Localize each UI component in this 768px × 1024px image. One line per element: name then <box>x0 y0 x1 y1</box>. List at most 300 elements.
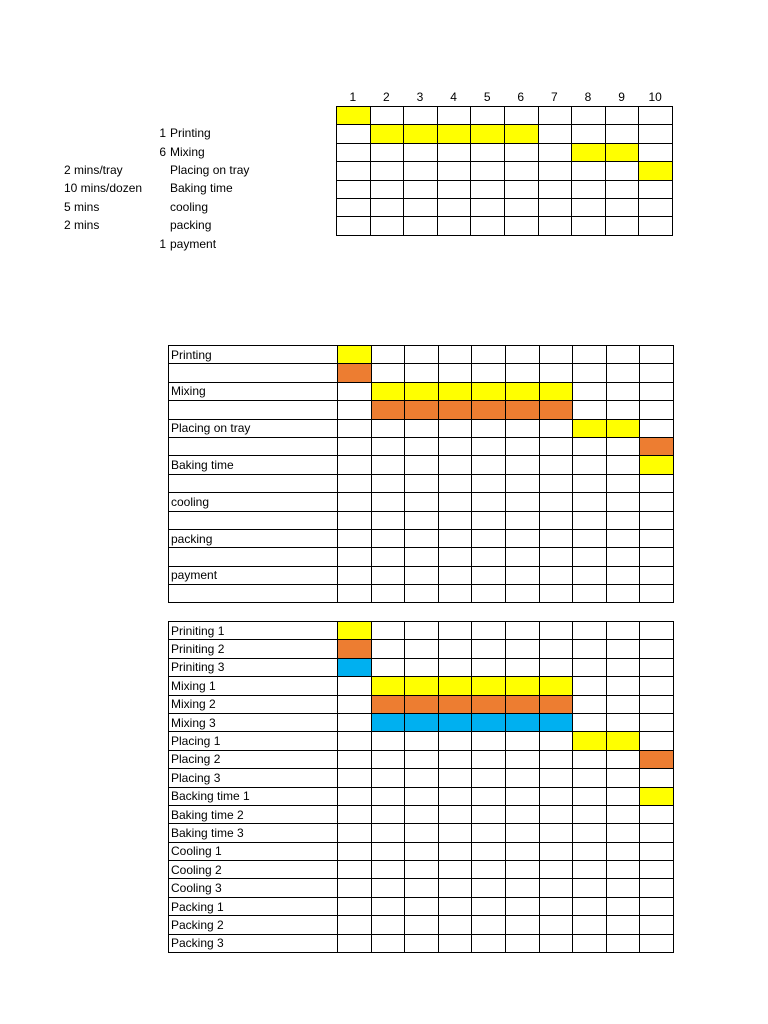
filled-cell <box>338 640 372 658</box>
empty-cell <box>606 382 640 400</box>
empty-cell <box>438 934 472 952</box>
empty-cell <box>472 622 506 640</box>
grid-row <box>337 217 673 235</box>
empty-cell <box>539 493 573 511</box>
empty-cell <box>405 805 439 823</box>
grid-row <box>169 437 674 455</box>
filled-cell <box>370 125 404 143</box>
empty-cell <box>371 474 405 492</box>
empty-cell <box>370 217 404 235</box>
empty-cell <box>371 346 405 364</box>
row-label <box>169 364 338 382</box>
grid-row <box>337 107 673 125</box>
filled-cell <box>438 677 472 695</box>
empty-cell <box>573 493 607 511</box>
column-number-header <box>336 88 672 106</box>
schedule-grid-middle <box>168 345 674 603</box>
empty-cell <box>573 677 607 695</box>
empty-cell <box>405 622 439 640</box>
empty-cell <box>405 861 439 879</box>
grid-row <box>337 143 673 161</box>
grid-row <box>169 585 674 603</box>
empty-cell <box>438 566 472 584</box>
empty-cell <box>438 916 472 934</box>
filled-cell <box>539 695 573 713</box>
empty-cell <box>405 437 439 455</box>
empty-cell <box>438 732 472 750</box>
empty-cell <box>404 162 438 180</box>
filled-cell <box>572 143 606 161</box>
empty-cell <box>338 769 372 787</box>
empty-cell <box>504 198 538 216</box>
empty-cell <box>404 143 438 161</box>
empty-cell <box>371 879 405 897</box>
task-count: 1 <box>159 126 166 140</box>
empty-cell <box>371 548 405 566</box>
filled-cell <box>337 107 371 125</box>
filled-cell <box>371 677 405 695</box>
empty-cell <box>472 364 506 382</box>
empty-cell <box>606 529 640 547</box>
row-label: Packing 1 <box>169 897 338 915</box>
empty-cell <box>472 419 506 437</box>
grid-row <box>169 364 674 382</box>
row-label: Mixing 1 <box>169 677 338 695</box>
empty-cell <box>472 824 506 842</box>
filled-cell <box>640 750 674 768</box>
empty-cell <box>371 769 405 787</box>
filled-cell <box>405 713 439 731</box>
empty-cell <box>606 437 640 455</box>
empty-cell <box>371 622 405 640</box>
empty-cell <box>606 842 640 860</box>
empty-cell <box>573 750 607 768</box>
empty-cell <box>640 879 674 897</box>
empty-cell <box>505 566 539 584</box>
filled-cell <box>338 346 372 364</box>
empty-cell <box>605 217 639 235</box>
empty-cell <box>505 787 539 805</box>
filled-cell <box>371 695 405 713</box>
empty-cell <box>438 529 472 547</box>
empty-cell <box>640 732 674 750</box>
filled-cell <box>405 695 439 713</box>
empty-cell <box>505 529 539 547</box>
empty-cell <box>539 787 573 805</box>
empty-cell <box>337 180 371 198</box>
empty-cell <box>438 769 472 787</box>
empty-cell <box>573 456 607 474</box>
empty-cell <box>573 713 607 731</box>
column-number: 4 <box>450 90 457 104</box>
empty-cell <box>505 769 539 787</box>
empty-cell <box>539 916 573 934</box>
empty-cell <box>438 897 472 915</box>
empty-cell <box>539 769 573 787</box>
filled-cell <box>438 713 472 731</box>
empty-cell <box>438 658 472 676</box>
empty-cell <box>606 511 640 529</box>
empty-cell <box>338 474 372 492</box>
empty-cell <box>640 346 674 364</box>
empty-cell <box>505 805 539 823</box>
empty-cell <box>371 916 405 934</box>
empty-cell <box>505 437 539 455</box>
row-label: Placing 1 <box>169 732 338 750</box>
empty-cell <box>405 419 439 437</box>
row-label: cooling <box>169 493 338 511</box>
grid-row <box>169 566 674 584</box>
empty-cell <box>405 658 439 676</box>
empty-cell <box>573 382 607 400</box>
row-label: Packing 3 <box>169 934 338 952</box>
empty-cell <box>405 750 439 768</box>
filled-cell <box>405 401 439 419</box>
filled-cell <box>472 401 506 419</box>
empty-cell <box>606 548 640 566</box>
empty-cell <box>438 548 472 566</box>
filled-cell <box>338 364 372 382</box>
empty-cell <box>573 511 607 529</box>
filled-cell <box>539 382 573 400</box>
grid-row <box>169 861 674 879</box>
empty-cell <box>370 162 404 180</box>
filled-cell <box>505 713 539 731</box>
row-label: Priniting 2 <box>169 640 338 658</box>
empty-cell <box>504 180 538 198</box>
empty-cell <box>572 198 606 216</box>
empty-cell <box>505 419 539 437</box>
empty-cell <box>338 493 372 511</box>
filled-cell <box>371 382 405 400</box>
empty-cell <box>606 861 640 879</box>
empty-cell <box>606 474 640 492</box>
empty-cell <box>505 824 539 842</box>
filled-cell <box>539 677 573 695</box>
column-number: 7 <box>551 90 558 104</box>
empty-cell <box>472 493 506 511</box>
empty-cell <box>539 640 573 658</box>
empty-cell <box>606 585 640 603</box>
row-label: Priniting 1 <box>169 622 338 640</box>
empty-cell <box>605 107 639 125</box>
empty-cell <box>639 217 673 235</box>
empty-cell <box>539 566 573 584</box>
grid-row <box>337 198 673 216</box>
empty-cell <box>405 842 439 860</box>
empty-cell <box>338 511 372 529</box>
empty-cell <box>438 640 472 658</box>
empty-cell <box>472 805 506 823</box>
empty-cell <box>505 511 539 529</box>
filled-cell <box>472 382 506 400</box>
filled-cell <box>539 713 573 731</box>
schedule-grid-top <box>336 106 673 236</box>
grid-row <box>169 732 674 750</box>
empty-cell <box>538 143 572 161</box>
empty-cell <box>640 474 674 492</box>
grid-row <box>169 419 674 437</box>
empty-cell <box>606 346 640 364</box>
empty-cell <box>538 217 572 235</box>
empty-cell <box>639 107 673 125</box>
grid-row <box>169 382 674 400</box>
grid-row <box>337 162 673 180</box>
empty-cell <box>371 934 405 952</box>
empty-cell <box>539 750 573 768</box>
empty-cell <box>606 769 640 787</box>
grid-row <box>169 916 674 934</box>
empty-cell <box>371 437 405 455</box>
empty-cell <box>338 566 372 584</box>
empty-cell <box>338 437 372 455</box>
empty-cell <box>538 125 572 143</box>
grid-row <box>169 787 674 805</box>
schedule-grid-bottom <box>168 621 674 953</box>
filled-cell <box>505 382 539 400</box>
filled-cell <box>640 437 674 455</box>
empty-cell <box>405 456 439 474</box>
empty-cell <box>437 143 471 161</box>
empty-cell <box>338 695 372 713</box>
empty-cell <box>640 566 674 584</box>
filled-cell <box>472 695 506 713</box>
empty-cell <box>640 842 674 860</box>
empty-cell <box>572 125 606 143</box>
empty-cell <box>539 364 573 382</box>
empty-cell <box>371 364 405 382</box>
empty-cell <box>405 493 439 511</box>
empty-cell <box>438 437 472 455</box>
empty-cell <box>370 180 404 198</box>
grid-row <box>169 824 674 842</box>
empty-cell <box>640 677 674 695</box>
empty-cell <box>405 879 439 897</box>
column-number: 9 <box>618 90 625 104</box>
empty-cell <box>405 934 439 952</box>
empty-cell <box>539 346 573 364</box>
filled-cell <box>505 695 539 713</box>
empty-cell <box>437 198 471 216</box>
empty-cell <box>471 217 505 235</box>
filled-cell <box>472 713 506 731</box>
empty-cell <box>640 769 674 787</box>
empty-cell <box>437 180 471 198</box>
empty-cell <box>606 750 640 768</box>
grid-row <box>169 548 674 566</box>
empty-cell <box>405 640 439 658</box>
filled-cell <box>438 695 472 713</box>
empty-cell <box>640 511 674 529</box>
empty-cell <box>640 493 674 511</box>
empty-cell <box>472 916 506 934</box>
empty-cell <box>606 493 640 511</box>
task-name: Baking time <box>170 181 233 195</box>
grid-row <box>169 842 674 860</box>
empty-cell <box>438 750 472 768</box>
empty-cell <box>505 456 539 474</box>
filled-cell <box>539 401 573 419</box>
empty-cell <box>405 824 439 842</box>
empty-cell <box>338 585 372 603</box>
empty-cell <box>405 511 439 529</box>
grid-row <box>169 897 674 915</box>
filled-cell <box>573 419 607 437</box>
filled-cell <box>573 732 607 750</box>
empty-cell <box>405 529 439 547</box>
empty-cell <box>605 198 639 216</box>
empty-cell <box>371 732 405 750</box>
filled-cell <box>606 419 640 437</box>
empty-cell <box>573 805 607 823</box>
grid-row <box>169 879 674 897</box>
row-label: packing <box>169 529 338 547</box>
empty-cell <box>472 861 506 879</box>
empty-cell <box>640 658 674 676</box>
empty-cell <box>539 511 573 529</box>
empty-cell <box>639 143 673 161</box>
task-count: 1 <box>159 237 166 251</box>
empty-cell <box>438 861 472 879</box>
empty-cell <box>505 916 539 934</box>
empty-cell <box>573 401 607 419</box>
empty-cell <box>539 934 573 952</box>
row-label: Mixing <box>169 382 338 400</box>
empty-cell <box>438 787 472 805</box>
empty-cell <box>338 787 372 805</box>
column-number: 3 <box>416 90 424 104</box>
empty-cell <box>371 493 405 511</box>
empty-cell <box>539 529 573 547</box>
empty-cell <box>504 143 538 161</box>
empty-cell <box>606 787 640 805</box>
filled-cell <box>505 677 539 695</box>
empty-cell <box>573 897 607 915</box>
empty-cell <box>472 511 506 529</box>
empty-cell <box>438 824 472 842</box>
empty-cell <box>573 585 607 603</box>
empty-cell <box>438 346 472 364</box>
empty-cell <box>639 125 673 143</box>
grid-row <box>169 493 674 511</box>
grid-row <box>169 346 674 364</box>
empty-cell <box>338 897 372 915</box>
empty-cell <box>338 382 372 400</box>
empty-cell <box>338 805 372 823</box>
empty-cell <box>640 364 674 382</box>
empty-cell <box>472 842 506 860</box>
filled-cell <box>472 677 506 695</box>
empty-cell <box>505 548 539 566</box>
row-label: Placing 3 <box>169 769 338 787</box>
empty-cell <box>337 162 371 180</box>
row-label: payment <box>169 566 338 584</box>
empty-cell <box>338 879 372 897</box>
empty-cell <box>504 107 538 125</box>
row-label: Mixing 2 <box>169 695 338 713</box>
task-count: 6 <box>159 145 166 159</box>
task-name: payment <box>170 237 217 251</box>
empty-cell <box>371 585 405 603</box>
grid-row <box>169 658 674 676</box>
empty-cell <box>371 529 405 547</box>
empty-cell <box>539 732 573 750</box>
filled-cell <box>438 401 472 419</box>
row-label: Backing time 1 <box>169 787 338 805</box>
empty-cell <box>505 640 539 658</box>
empty-cell <box>539 622 573 640</box>
row-label <box>169 474 338 492</box>
empty-cell <box>437 162 471 180</box>
empty-cell <box>539 548 573 566</box>
grid-row <box>169 456 674 474</box>
row-label <box>169 401 338 419</box>
empty-cell <box>438 879 472 897</box>
empty-cell <box>573 916 607 934</box>
empty-cell <box>472 529 506 547</box>
empty-cell <box>606 364 640 382</box>
empty-cell <box>338 548 372 566</box>
empty-cell <box>505 750 539 768</box>
empty-cell <box>437 107 471 125</box>
empty-cell <box>338 824 372 842</box>
empty-cell <box>640 824 674 842</box>
empty-cell <box>438 585 472 603</box>
empty-cell <box>539 658 573 676</box>
empty-cell <box>573 787 607 805</box>
empty-cell <box>606 897 640 915</box>
empty-cell <box>605 125 639 143</box>
task-name: packing <box>170 218 212 232</box>
filled-cell <box>606 732 640 750</box>
empty-cell <box>538 107 572 125</box>
empty-cell <box>404 107 438 125</box>
empty-cell <box>405 897 439 915</box>
empty-cell <box>471 143 505 161</box>
empty-cell <box>472 769 506 787</box>
task-name: cooling <box>170 200 209 214</box>
grid-row <box>169 713 674 731</box>
empty-cell <box>472 437 506 455</box>
empty-cell <box>573 548 607 566</box>
empty-cell <box>472 548 506 566</box>
empty-cell <box>505 622 539 640</box>
empty-cell <box>472 585 506 603</box>
empty-cell <box>370 107 404 125</box>
empty-cell <box>640 382 674 400</box>
empty-cell <box>573 842 607 860</box>
filled-cell <box>471 125 505 143</box>
grid-row <box>337 180 673 198</box>
empty-cell <box>338 916 372 934</box>
task-name: Mixing <box>170 145 205 159</box>
row-label: Cooling 3 <box>169 879 338 897</box>
filled-cell <box>338 658 372 676</box>
empty-cell <box>539 437 573 455</box>
filled-cell <box>437 125 471 143</box>
grid-row <box>169 622 674 640</box>
empty-cell <box>371 658 405 676</box>
column-number: 6 <box>517 90 525 104</box>
grid-row <box>169 805 674 823</box>
filled-cell <box>338 622 372 640</box>
empty-cell <box>337 125 371 143</box>
filled-cell <box>605 143 639 161</box>
filled-cell <box>640 787 674 805</box>
empty-cell <box>606 622 640 640</box>
empty-cell <box>505 493 539 511</box>
empty-cell <box>338 732 372 750</box>
